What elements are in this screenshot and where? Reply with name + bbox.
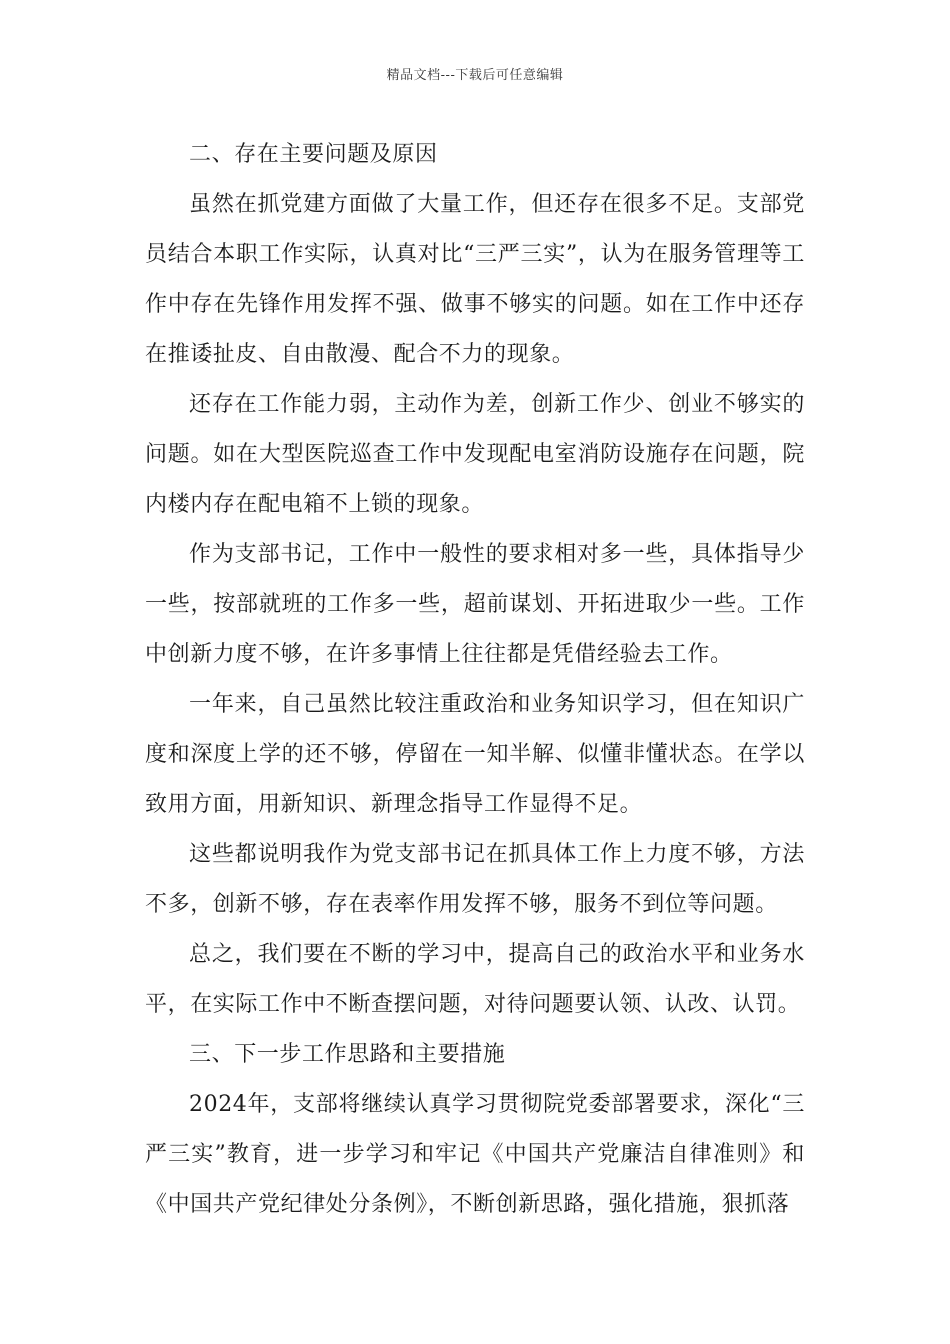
paragraph-5: 这些都说明我作为党支部书记在抓具体工作上力度不够，方法不多，创新不够，存在表率作用发挥不够，服务不到位等问题。: [145, 842, 805, 917]
section-heading-3: 三、下一步工作思路和主要措施: [189, 1042, 506, 1067]
paragraph-4: 一年来，自己虽然比较注重政治和业务知识学习，但在知识广度和深度上学的还不够，停留在一知半解、似懂非懂状态。在学以致用方面，用新知识、新理念指导工作显得不足。: [145, 692, 805, 817]
paragraph-6: 总之，我们要在不断的学习中，提高自己的政治水平和业务水平，在实际工作中不断查摆问题，对待问题要认领、认改、认罚。: [145, 942, 805, 1017]
section-heading-2: 二、存在主要问题及原因: [189, 142, 438, 167]
document-body: [145, 130, 805, 1230]
paragraph-2: 还存在工作能力弱，主动作为差，创新工作少、创业不够实的问题。如在大型医院巡查工作中发现配电室消防设施存在问题，院内楼内存在配电箱不上锁的现象。: [145, 392, 805, 517]
paragraph-7: 2024年，支部将继续认真学习贯彻院党委部署要求，深化“三严三实”教育，进一步学习和牢记《中国共产党廉洁自律准则》和《中国共产党纪律处分条例》，不断创新思路，强化措施，狠抓落: [145, 1092, 805, 1217]
paragraph-3: 作为支部书记，工作中一般性的要求相对多一些，具体指导少一些，按部就班的工作多一些，超前谋划、开拓进取少一些。工作中创新力度不够，在许多事情上往往都是凭借经验去工作。: [145, 542, 805, 667]
page-header: 精品文档---下载后可任意编辑: [386, 68, 564, 83]
paragraph-1: 虽然在抓党建方面做了大量工作，但还存在很多不足。支部党员结合本职工作实际，认真对比“三严三实”，认为在服务管理等工作中存在先锋作用发挥不强、做事不够实的问题。如在工作中还存在推诿扯皮、自由散漫、配合不力的现象。: [145, 192, 805, 367]
